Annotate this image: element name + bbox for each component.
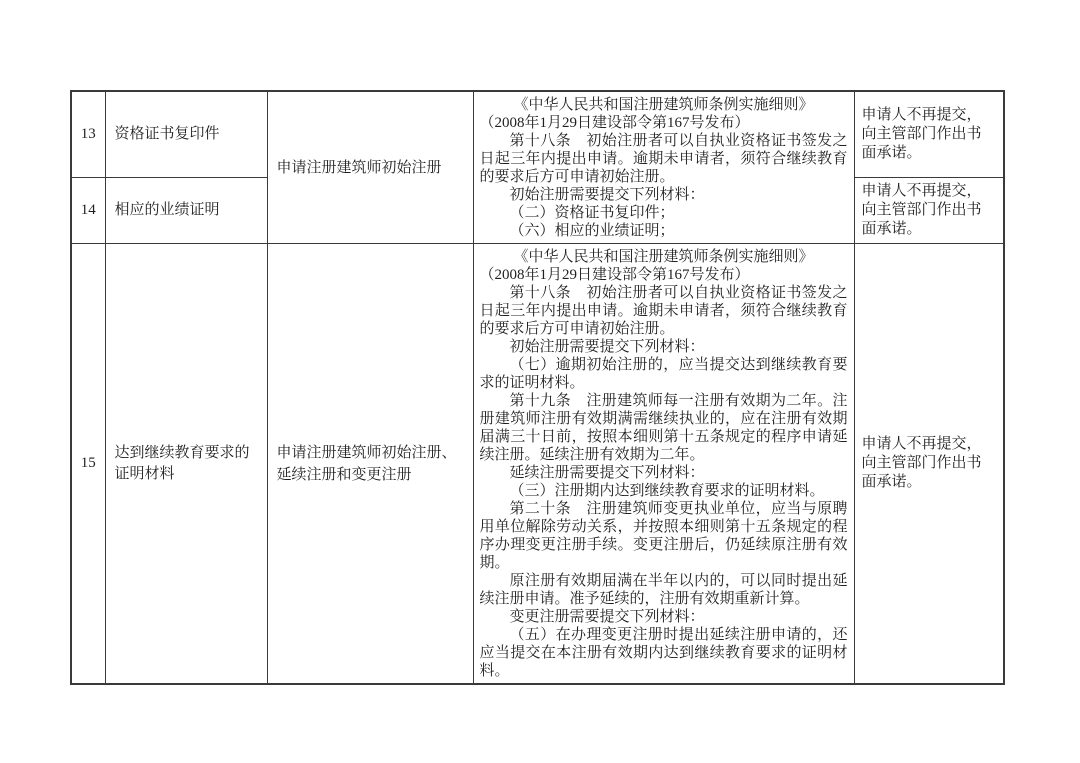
- legal-paragraph: 原注册有效期届满在半年以内的，可以同时提出延续注册申请。准予延续的，注册有效期重新计算。: [479, 573, 848, 607]
- apply-scope-15: 申请注册建筑师初始注册、延续注册和变更注册: [267, 244, 473, 685]
- row14-seq-number: 14: [71, 178, 105, 244]
- legal-basis-issue-line: （2008年1月29日建设部令第167号发布）: [479, 267, 750, 283]
- legal-paragraph: 第十八条 初始注册者可以自执业资格证书签发之日起三年内提出申请。逾期未申请者，须符合继续教育的要求后方可申请初始注册。: [479, 133, 848, 185]
- legal-paragraph: 延续注册需要提交下列材料：: [509, 465, 705, 481]
- legal-basis-title: 《中华人民共和国注册建筑师条例实施细则》: [513, 97, 814, 113]
- legal-paragraph: 第十九条 注册建筑师每一注册有效期为二年。注册建筑师注册有效期满需继续执业的，应在注册有效期届满三十日前，按照本细则第十五条规定的程序申请延续注册。延续注册有效期为二年。: [479, 393, 848, 463]
- row13-seq-number: 13: [71, 91, 105, 178]
- legal-paragraph: （三）注册期内达到继续教育要求的证明材料。: [509, 483, 825, 499]
- row15-seq-number: 15: [71, 244, 105, 685]
- legal-basis-13-14: [473, 91, 854, 244]
- legal-paragraph: 第二十条 注册建筑师变更执业单位，应当与原聘用单位解除劳动关系，并按照本细则第十五条规定的程序办理变更注册手续。变更注册后，仍延续原注册有效期。: [479, 501, 848, 571]
- legal-paragraph: 初始注册需要提交下列材料：: [509, 187, 705, 203]
- row15-material-name: 达到继续教育要求的证明材料: [105, 244, 267, 685]
- legal-paragraph: 变更注册需要提交下列材料：: [509, 609, 705, 625]
- row14-material-name: 相应的业绩证明: [105, 178, 267, 244]
- table-row-15: [71, 244, 1004, 685]
- legal-paragraph: 初始注册需要提交下列材料：: [509, 339, 705, 355]
- legal-paragraph: （五）在办理变更注册时提出延续注册申请的，还应当提交在本注册有效期内达到继续教育要求的证明材料。: [479, 627, 848, 679]
- legal-paragraph: （六）相应的业绩证明；: [509, 223, 675, 239]
- approval-materials-table: [70, 90, 1005, 685]
- row15-commitment-note: 申请人不再提交，向主管部门作出书面承诺。: [854, 244, 1004, 685]
- legal-paragraph: 第十八条 初始注册者可以自执业资格证书签发之日起三年内提出申请。逾期未申请者，须符合继续教育的要求后方可申请初始注册。: [479, 285, 848, 337]
- legal-basis-15: [473, 244, 854, 685]
- table-row-13: [71, 91, 1004, 178]
- apply-scope-13-14: 申请注册建筑师初始注册: [267, 91, 473, 244]
- legal-paragraph: （七）逾期初始注册的，应当提交达到继续教育要求的证明材料。: [479, 357, 848, 391]
- legal-paragraph: （二）资格证书复印件；: [509, 205, 675, 221]
- legal-basis-issue-line: （2008年1月29日建设部令第167号发布）: [479, 115, 750, 131]
- legal-basis-title: 《中华人民共和国注册建筑师条例实施细则》: [513, 249, 814, 265]
- row14-commitment-note: 申请人不再提交，向主管部门作出书面承诺。: [854, 178, 1004, 244]
- row13-commitment-note: 申请人不再提交，向主管部门作出书面承诺。: [854, 91, 1004, 178]
- row13-material-name: 资格证书复印件: [105, 91, 267, 178]
